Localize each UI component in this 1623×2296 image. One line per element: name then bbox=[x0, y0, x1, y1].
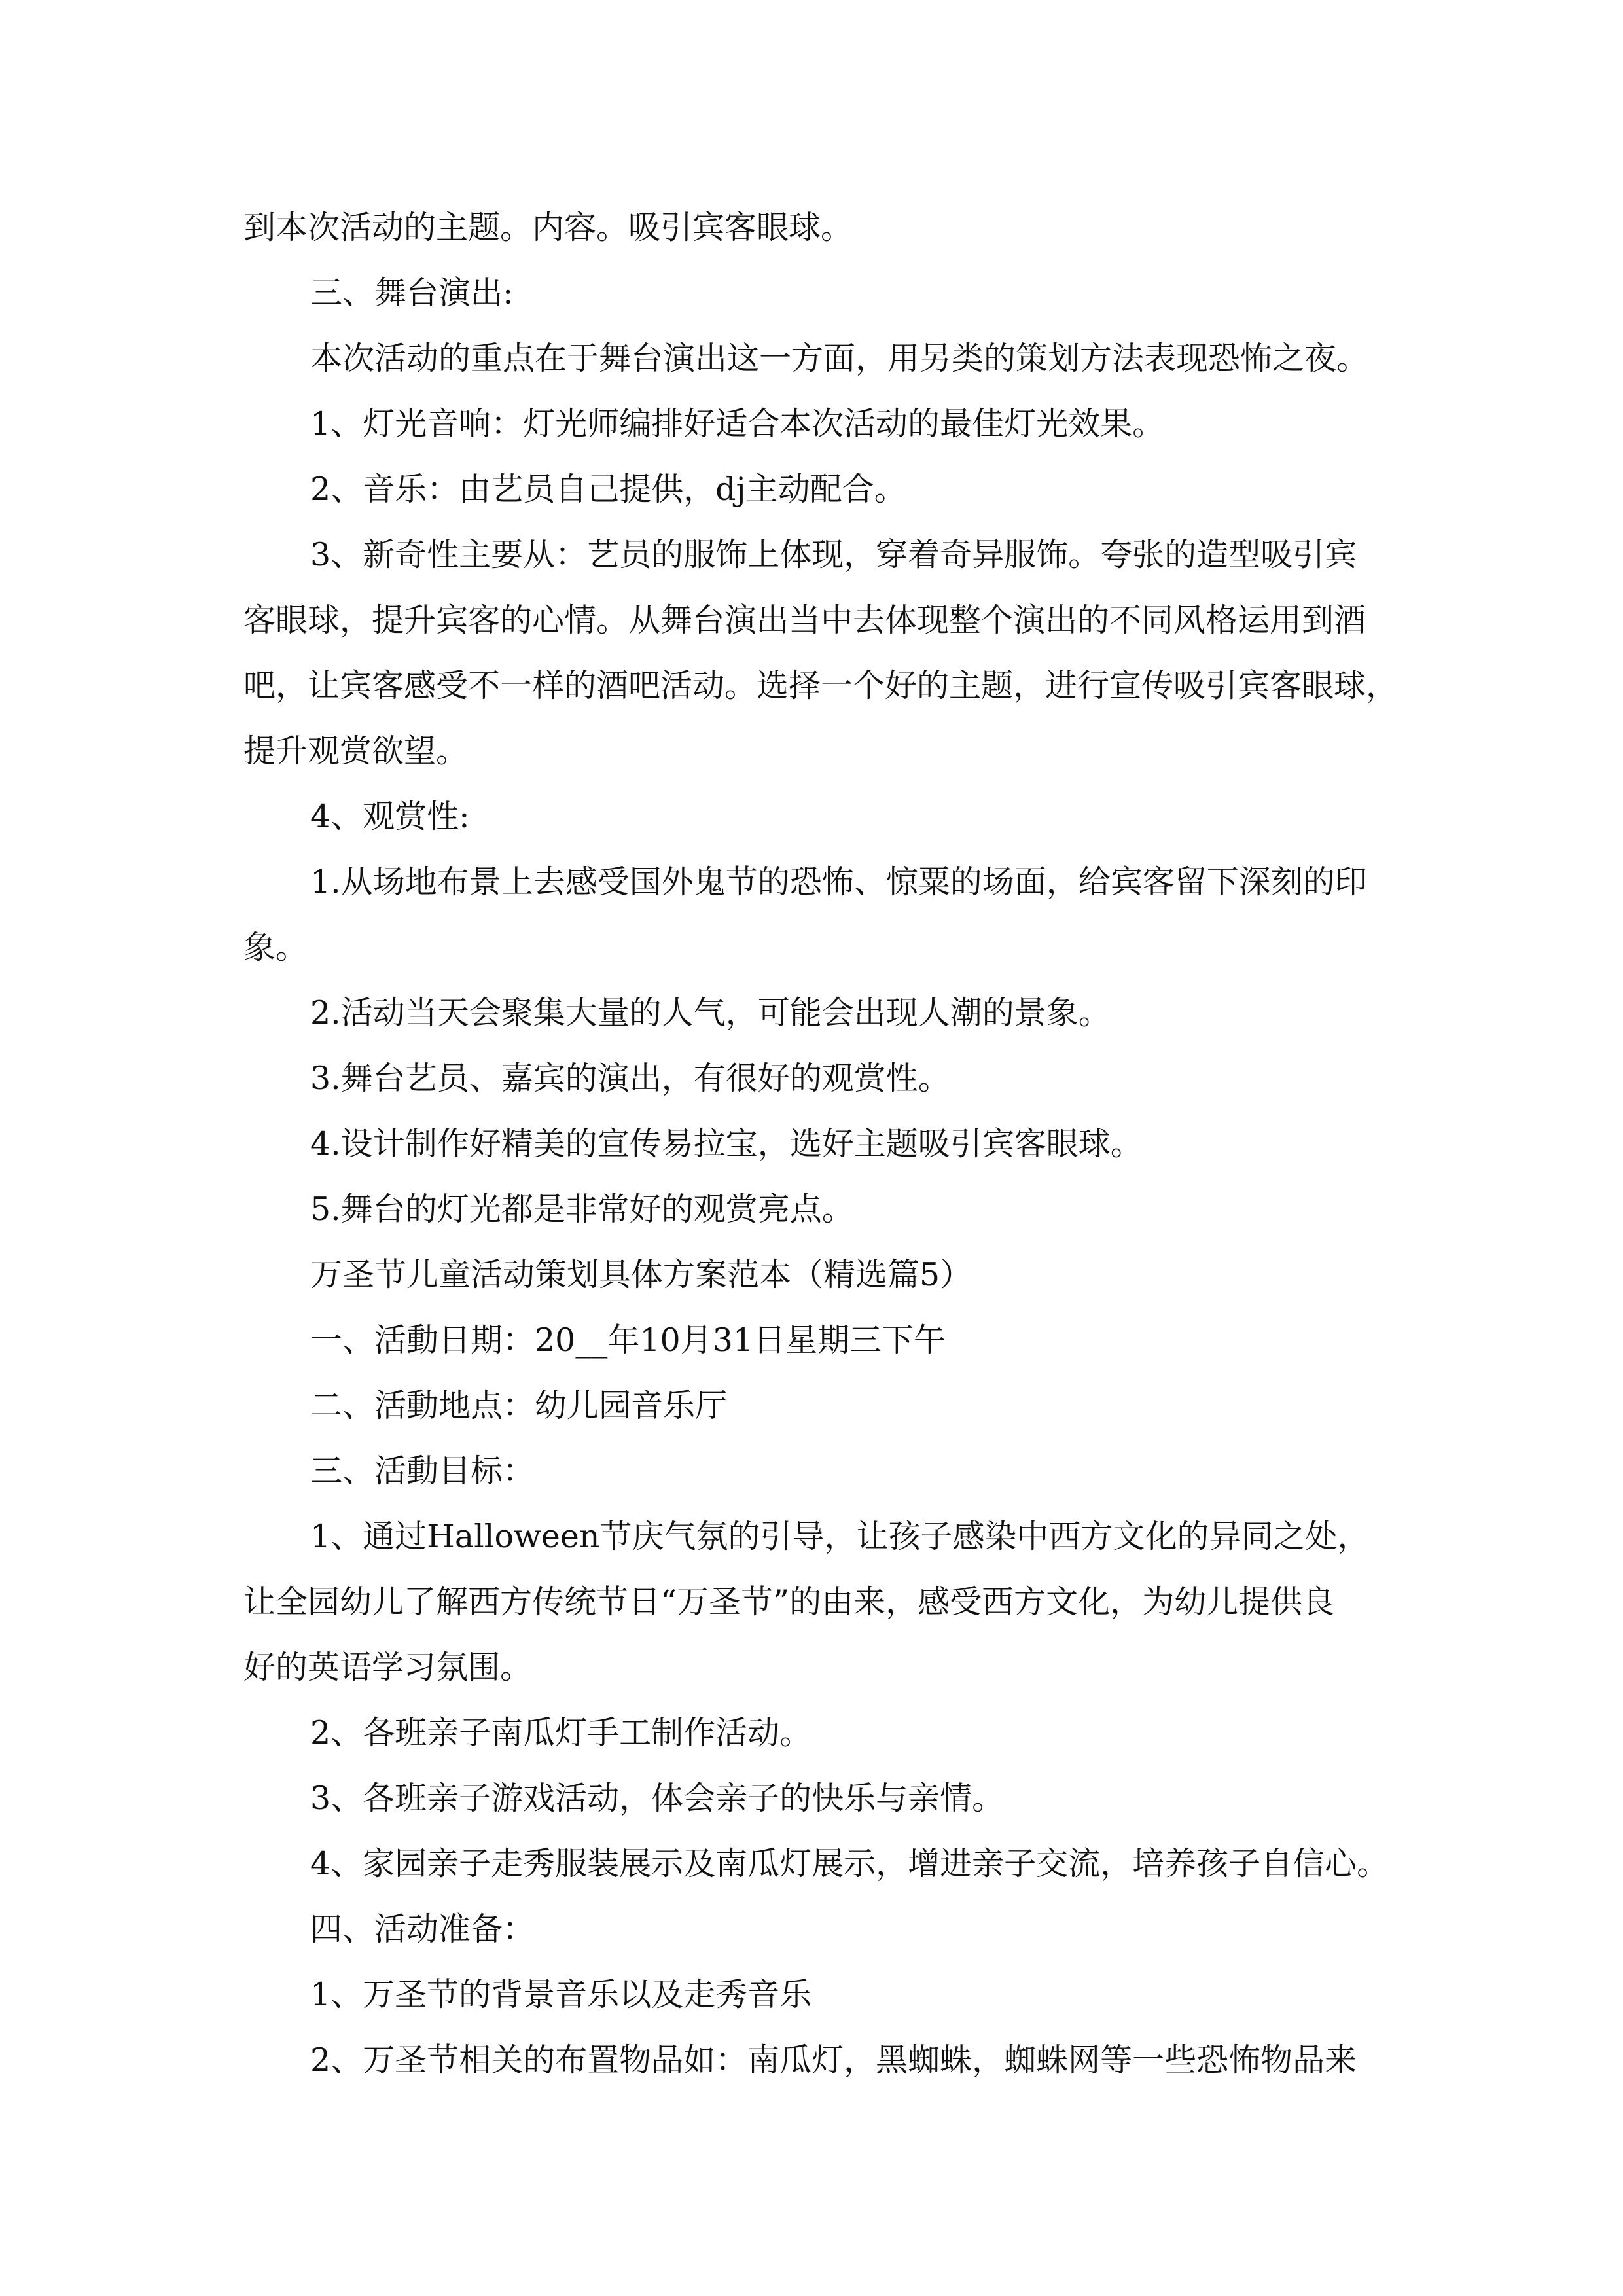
section-heading: 一、活動日期：20__年10月31日星期三下午 bbox=[310, 1321, 946, 1359]
text-line: 3、新奇性主要从：艺员的服饰上体现，穿着奇异服饰。夸张的造型吸引宾 bbox=[310, 536, 1357, 573]
section-heading: 二、活動地点：幼儿园音乐厅 bbox=[310, 1387, 728, 1424]
text-line: 3、各班亲子游戏活动，体会亲子的快乐与亲情。 bbox=[310, 1780, 1005, 1817]
text-line: 好的英语学习氛围。 bbox=[243, 1649, 533, 1686]
text-line: 2、万圣节相关的布置物品如：南瓜灯，黑蜘蛛，蜘蛛网等一些恐怖物品来 bbox=[310, 2041, 1357, 2079]
section-heading: 三、活動目标： bbox=[310, 1452, 535, 1490]
text-line: 本次活动的重点在于舞台演出这一方面，用另类的策划方法表现恐怖之夜。 bbox=[310, 340, 1369, 377]
text-line: 象。 bbox=[243, 929, 308, 966]
text-line: 2.活动当天会聚集大量的人气，可能会出现人潮的景象。 bbox=[310, 994, 1111, 1031]
text-line: 到本次活动的主题。内容。吸引宾客眼球。 bbox=[243, 209, 853, 246]
text-line: 客眼球，提升宾客的心情。从舞台演出当中去体现整个演出的不同风格运用到酒 bbox=[243, 601, 1366, 639]
section-heading: 四、活动准备： bbox=[310, 1910, 535, 1948]
text-line: 3.舞台艺员、嘉宾的演出，有很好的观赏性。 bbox=[310, 1060, 950, 1097]
text-line: 2、音乐：由艺员自己提供，dj主动配合。 bbox=[310, 471, 906, 508]
text-line: 让全园幼儿了解西方传统节日“万圣节”的由来，感受西方文化，为幼儿提供良 bbox=[243, 1583, 1335, 1621]
text-line: 1、通过Halloween节庆气氛的引导，让孩子感染中西方文化的异同之处， bbox=[310, 1518, 1370, 1555]
text-line: 吧，让宾客感受不一样的酒吧活动。选择一个好的主题，进行宣传吸引宾客眼球， bbox=[243, 667, 1399, 704]
text-line: 4.设计制作好精美的宣传易拉宝，选好主题吸引宾客眼球。 bbox=[310, 1125, 1143, 1162]
text-line: 4、家园亲子走秀服装展示及南瓜灯展示，增进亲子交流，培养孩子自信心。 bbox=[310, 1845, 1389, 1882]
text-line: 提升观赏欲望。 bbox=[243, 732, 469, 770]
article-title: 万圣节儿童活动策划具体方案范本（精选篇5） bbox=[310, 1256, 972, 1293]
text-line: 1、万圣节的背景音乐以及走秀音乐 bbox=[310, 1976, 812, 2013]
section-heading: 4、观赏性: bbox=[310, 798, 470, 835]
text-line: 5.舞台的灯光都是非常好的观赏亮点。 bbox=[310, 1191, 854, 1228]
section-heading: 三、舞台演出: bbox=[310, 274, 514, 312]
text-line: 2、各班亲子南瓜灯手工制作活动。 bbox=[310, 1714, 812, 1751]
text-line: 1、灯光音响：灯光师编排好适合本次活动的最佳灯光效果。 bbox=[310, 405, 1165, 442]
text-line: 1.从场地布景上去感受国外鬼节的恐怖、惊粟的场面，给宾客留下深刻的印 bbox=[310, 863, 1367, 901]
